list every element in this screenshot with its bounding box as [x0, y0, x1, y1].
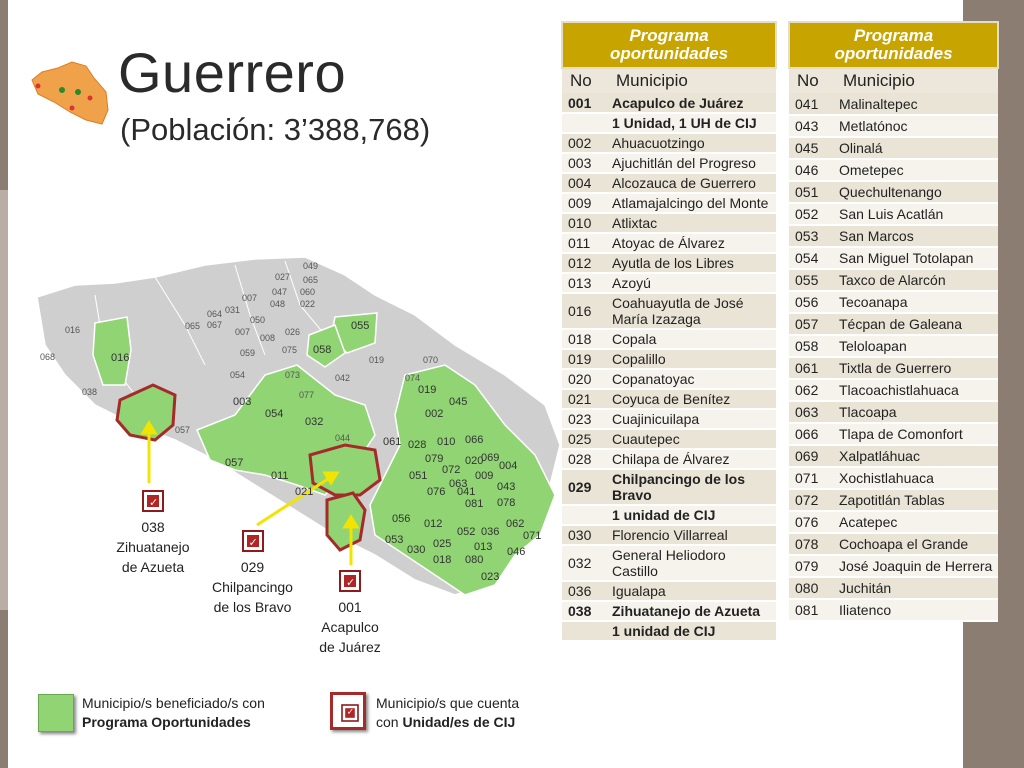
svg-text:045: 045 — [449, 396, 468, 408]
row-number: 003 — [562, 153, 608, 173]
svg-text:027: 027 — [275, 272, 291, 282]
table-row — [789, 335, 998, 357]
row-municipio: Atoyac de Álvarez — [608, 233, 776, 253]
row-number: 062 — [789, 379, 835, 401]
cij-unit-icon — [339, 570, 361, 592]
row-municipio: Tlapa de Comonfort — [835, 423, 998, 445]
table-right-title-line2: oportunidades — [834, 44, 953, 63]
table-row — [789, 93, 998, 115]
table-row — [562, 505, 776, 525]
table-row — [562, 193, 776, 213]
svg-text:057: 057 — [225, 457, 244, 469]
callout-029-line2: de los Bravo — [213, 599, 292, 615]
row-municipio: San Miguel Totolapan — [835, 247, 998, 269]
svg-text:007: 007 — [242, 293, 258, 303]
row-number: 021 — [562, 389, 608, 409]
svg-text:069: 069 — [481, 452, 500, 464]
table-right-col-municipio: Municipio — [835, 68, 998, 93]
svg-text:048: 048 — [270, 299, 286, 309]
row-number: 029 — [562, 469, 608, 505]
row-number: 019 — [562, 349, 608, 369]
svg-text:073: 073 — [285, 370, 301, 380]
row-municipio: Tecoanapa — [835, 291, 998, 313]
row-municipio: Coyuca de Benítez — [608, 389, 776, 409]
row-municipio: Iliatenco — [835, 599, 998, 621]
row-municipio: San Marcos — [835, 225, 998, 247]
table-row — [789, 159, 998, 181]
row-number: 013 — [562, 273, 608, 293]
callout-001-line1: Acapulco — [321, 619, 379, 635]
svg-text:011: 011 — [271, 470, 289, 482]
svg-text:043: 043 — [497, 481, 516, 493]
svg-text:078: 078 — [497, 497, 516, 509]
table-row — [789, 423, 998, 445]
row-municipio: Cuautepec — [608, 429, 776, 449]
svg-text:053: 053 — [385, 534, 404, 546]
row-municipio: Atlixtac — [608, 213, 776, 233]
callout-029-no: 029 — [240, 559, 265, 575]
table-row — [562, 173, 776, 193]
svg-text:026: 026 — [285, 327, 301, 337]
table-row — [789, 247, 998, 269]
svg-text:068: 068 — [40, 352, 56, 362]
table-row — [789, 115, 998, 137]
svg-text:041: 041 — [457, 486, 476, 498]
table-left-col-municipio: Municipio — [608, 68, 776, 93]
row-number: 023 — [562, 409, 608, 429]
row-municipio: Tixtla de Guerrero — [835, 357, 998, 379]
svg-text:021: 021 — [295, 486, 314, 498]
svg-text:012: 012 — [424, 518, 443, 530]
table-row — [789, 577, 998, 599]
svg-text:051: 051 — [409, 470, 428, 482]
svg-text:013: 013 — [474, 541, 493, 553]
legend-cij-swatch — [330, 692, 366, 730]
row-municipio: Copala — [608, 329, 776, 349]
table-row — [562, 213, 776, 233]
cij-unit-icon — [341, 704, 359, 722]
svg-text:047: 047 — [272, 287, 288, 297]
svg-text:071: 071 — [523, 530, 542, 542]
svg-text:049: 049 — [303, 261, 319, 271]
svg-text:036: 036 — [481, 526, 500, 538]
table-row — [789, 445, 998, 467]
svg-text:058: 058 — [313, 344, 332, 356]
svg-text:070: 070 — [423, 355, 439, 365]
row-municipio: Ayutla de los Libres — [608, 253, 776, 273]
svg-text:042: 042 — [335, 373, 351, 383]
svg-text:031: 031 — [225, 305, 241, 315]
row-municipio: Alcozauca de Guerrero — [608, 173, 776, 193]
row-number: 038 — [562, 601, 608, 621]
table-left-title-line1: Programa — [629, 26, 709, 45]
table-row — [562, 409, 776, 429]
table-row — [562, 273, 776, 293]
row-number: 002 — [562, 133, 608, 153]
row-municipio: Azoyú — [608, 273, 776, 293]
svg-text:004: 004 — [499, 460, 518, 472]
row-municipio: Cochoapa el Grande — [835, 533, 998, 555]
row-municipio: José Joaquin de Herrera — [835, 555, 998, 577]
table-row — [789, 313, 998, 335]
row-number: 018 — [562, 329, 608, 349]
svg-text:060: 060 — [300, 287, 316, 297]
svg-text:076: 076 — [427, 486, 446, 498]
legend-cij-line2-bold: Unidad/es de CIJ — [402, 714, 516, 730]
table-row — [562, 369, 776, 389]
row-number: 009 — [562, 193, 608, 213]
svg-text:067: 067 — [207, 320, 223, 330]
row-number: 010 — [562, 213, 608, 233]
row-municipio: Teloloapan — [835, 335, 998, 357]
cij-unit-icon — [242, 530, 264, 552]
table-row — [789, 203, 998, 225]
table-row — [562, 621, 776, 641]
row-municipio: Zihuatanejo de Azueta — [608, 601, 776, 621]
callout-038-line2: de Azueta — [121, 559, 185, 575]
table-row — [562, 389, 776, 409]
svg-text:016: 016 — [65, 325, 81, 335]
svg-text:074: 074 — [405, 373, 421, 383]
row-municipio: Técpan de Galeana — [835, 313, 998, 335]
svg-text:030: 030 — [407, 544, 426, 556]
row-municipio: San Luis Acatlán — [835, 203, 998, 225]
row-number: 066 — [789, 423, 835, 445]
svg-text:052: 052 — [457, 526, 476, 538]
row-municipio: Chilapa de Álvarez — [608, 449, 776, 469]
row-municipio: General Heliodoro Castillo — [608, 545, 776, 581]
svg-text:008: 008 — [260, 333, 276, 343]
row-number: 071 — [789, 467, 835, 489]
table-row — [562, 253, 776, 273]
svg-text:063: 063 — [449, 478, 468, 490]
row-number — [562, 621, 608, 641]
svg-text:066: 066 — [465, 434, 484, 446]
table-row — [789, 489, 998, 511]
row-number: 046 — [789, 159, 835, 181]
table-row — [562, 601, 776, 621]
row-municipio: 1 Unidad, 1 UH de CIJ — [608, 113, 776, 133]
table-row — [562, 329, 776, 349]
svg-text:028: 028 — [408, 439, 427, 451]
cij-unit-icon — [142, 490, 164, 512]
svg-text:065: 065 — [303, 275, 319, 285]
svg-text:032: 032 — [305, 416, 324, 428]
row-number: 057 — [789, 313, 835, 335]
svg-text:020: 020 — [465, 455, 484, 467]
row-municipio: Ajuchitlán del Progreso — [608, 153, 776, 173]
table-right-col-no: No — [789, 68, 835, 93]
table-row — [789, 291, 998, 313]
row-municipio: Xochistlahuaca — [835, 467, 998, 489]
row-municipio: Cuajinicuilapa — [608, 409, 776, 429]
legend-green-text — [82, 694, 265, 732]
table-row — [789, 533, 998, 555]
left-frame-accent — [0, 190, 8, 610]
row-municipio: Xalpatláhuac — [835, 445, 998, 467]
svg-text:009: 009 — [475, 470, 494, 482]
svg-text:025: 025 — [433, 538, 452, 550]
oportunidades-table-right — [788, 21, 999, 622]
table-left-col-no: No — [562, 68, 608, 93]
table-row — [562, 113, 776, 133]
row-municipio: Taxco de Alarcón — [835, 269, 998, 291]
row-municipio: Zapotitlán Tablas — [835, 489, 998, 511]
table-row — [562, 545, 776, 581]
svg-text:075: 075 — [282, 345, 298, 355]
row-number: 063 — [789, 401, 835, 423]
row-number: 016 — [562, 293, 608, 329]
row-number: 056 — [789, 291, 835, 313]
table-row — [562, 449, 776, 469]
table-left-body — [562, 93, 776, 641]
svg-text:061: 061 — [383, 436, 402, 448]
svg-text:080: 080 — [465, 554, 484, 566]
row-number: 053 — [789, 225, 835, 247]
callout-029 — [205, 530, 300, 617]
svg-text:044: 044 — [335, 433, 351, 443]
svg-text:007: 007 — [235, 327, 251, 337]
table-left-title — [562, 22, 776, 68]
svg-text:056: 056 — [392, 513, 411, 525]
row-municipio: Juchitán — [835, 577, 998, 599]
table-row — [789, 555, 998, 577]
row-number: 045 — [789, 137, 835, 159]
row-number: 052 — [789, 203, 835, 225]
row-number — [562, 113, 608, 133]
table-row — [562, 525, 776, 545]
row-number: 012 — [562, 253, 608, 273]
callout-038-line1: Zihuatanejo — [116, 539, 190, 555]
table-row — [789, 181, 998, 203]
table-row — [562, 293, 776, 329]
table-right-title — [789, 22, 998, 68]
callout-001-line2: de Juárez — [319, 639, 381, 655]
svg-text:054: 054 — [265, 408, 284, 420]
row-number: 036 — [562, 581, 608, 601]
row-number: 076 — [789, 511, 835, 533]
row-number: 028 — [562, 449, 608, 469]
svg-text:016: 016 — [111, 352, 130, 364]
population-subtitle: (Población: 3’388,768) — [120, 112, 431, 147]
row-number: 011 — [562, 233, 608, 253]
row-number — [562, 505, 608, 525]
legend-cij-line2-prefix: con — [376, 714, 403, 730]
svg-text:038: 038 — [82, 387, 98, 397]
table-row — [562, 153, 776, 173]
table-row — [562, 581, 776, 601]
row-number: 078 — [789, 533, 835, 555]
row-municipio: Malinaltepec — [835, 93, 998, 115]
row-number: 025 — [562, 429, 608, 449]
row-municipio: Metlatónoc — [835, 115, 998, 137]
row-municipio: Igualapa — [608, 581, 776, 601]
table-row — [562, 349, 776, 369]
table-row — [789, 379, 998, 401]
table-row — [789, 357, 998, 379]
row-number: 004 — [562, 173, 608, 193]
row-number: 001 — [562, 93, 608, 113]
row-number: 055 — [789, 269, 835, 291]
row-municipio: Acapulco de Juárez — [608, 93, 776, 113]
svg-text:057: 057 — [175, 425, 191, 435]
svg-text:018: 018 — [433, 554, 452, 566]
svg-text:065: 065 — [185, 321, 201, 331]
svg-text:019: 019 — [369, 355, 385, 365]
row-municipio: Olinalá — [835, 137, 998, 159]
row-municipio: Ometepec — [835, 159, 998, 181]
table-row — [562, 93, 776, 113]
row-municipio: Acatepec — [835, 511, 998, 533]
row-municipio: Ahuacuotzingo — [608, 133, 776, 153]
table-row — [789, 137, 998, 159]
svg-text:062: 062 — [506, 518, 525, 530]
row-municipio: Copalillo — [608, 349, 776, 369]
table-left-title-line2: oportunidades — [609, 44, 729, 63]
row-number: 058 — [789, 335, 835, 357]
table-row — [789, 599, 998, 621]
row-number: 054 — [789, 247, 835, 269]
svg-text:077: 077 — [299, 390, 315, 400]
svg-text:054: 054 — [230, 370, 246, 380]
table-row — [562, 233, 776, 253]
svg-text:055: 055 — [351, 320, 370, 332]
row-municipio: Atlamajalcingo del Monte — [608, 193, 776, 213]
row-municipio: Chilpancingo de los Bravo — [608, 469, 776, 505]
table-row — [789, 269, 998, 291]
svg-text:002: 002 — [425, 408, 444, 420]
row-municipio: Copanatoyac — [608, 369, 776, 389]
svg-text:050: 050 — [250, 315, 266, 325]
region-001-cij — [327, 493, 365, 550]
row-number: 020 — [562, 369, 608, 389]
table-right-title-line1: Programa — [853, 26, 934, 45]
legend-green-line1: Municipio/s beneficiado/s con — [82, 695, 265, 711]
row-number: 041 — [789, 93, 835, 115]
table-row — [789, 225, 998, 247]
callout-001 — [305, 570, 395, 657]
svg-text:022: 022 — [300, 299, 316, 309]
row-number: 043 — [789, 115, 835, 137]
svg-text:023: 023 — [481, 571, 500, 583]
table-row — [562, 429, 776, 449]
svg-text:072: 072 — [442, 464, 461, 476]
row-number: 079 — [789, 555, 835, 577]
row-municipio: 1 unidad de CIJ — [608, 505, 776, 525]
svg-text:079: 079 — [425, 453, 444, 465]
row-number: 069 — [789, 445, 835, 467]
row-municipio: Tlacoapa — [835, 401, 998, 423]
svg-text:003: 003 — [233, 396, 252, 408]
svg-text:064: 064 — [207, 309, 223, 319]
callout-001-no: 001 — [338, 599, 362, 615]
row-number: 061 — [789, 357, 835, 379]
svg-text:046: 046 — [507, 546, 526, 558]
row-number: 032 — [562, 545, 608, 581]
region-029-cij — [310, 445, 380, 495]
legend-cij-text — [376, 694, 519, 732]
row-number: 051 — [789, 181, 835, 203]
legend-cij-line1: Municipio/s que cuenta — [376, 695, 520, 711]
legend-green-swatch — [38, 694, 74, 732]
table-row — [789, 401, 998, 423]
svg-text:019: 019 — [418, 384, 437, 396]
table-row — [562, 133, 776, 153]
table-row — [562, 469, 776, 505]
callout-029-line1: Chilpancingo — [212, 579, 293, 595]
row-municipio: 1 unidad de CIJ — [608, 621, 776, 641]
legend-green-line2: Programa Oportunidades — [82, 714, 251, 730]
callout-038-no: 038 — [141, 519, 165, 535]
svg-text:081: 081 — [465, 498, 484, 510]
table-row — [789, 511, 998, 533]
table-right-body — [789, 93, 998, 621]
row-municipio: Tlacoachistlahuaca — [835, 379, 998, 401]
svg-text:010: 010 — [437, 436, 456, 448]
row-number: 081 — [789, 599, 835, 621]
guerrero-state-icon — [28, 58, 110, 130]
row-municipio: Coahuayutla de José María Izazaga — [608, 293, 776, 329]
oportunidades-table-left — [561, 21, 777, 642]
row-municipio: Quechultenango — [835, 181, 998, 203]
page-title: Guerrero — [118, 41, 347, 104]
svg-text:059: 059 — [240, 348, 256, 358]
callout-038 — [108, 490, 198, 577]
table-row — [789, 467, 998, 489]
row-number: 080 — [789, 577, 835, 599]
row-number: 072 — [789, 489, 835, 511]
row-municipio: Florencio Villarreal — [608, 525, 776, 545]
row-number: 030 — [562, 525, 608, 545]
